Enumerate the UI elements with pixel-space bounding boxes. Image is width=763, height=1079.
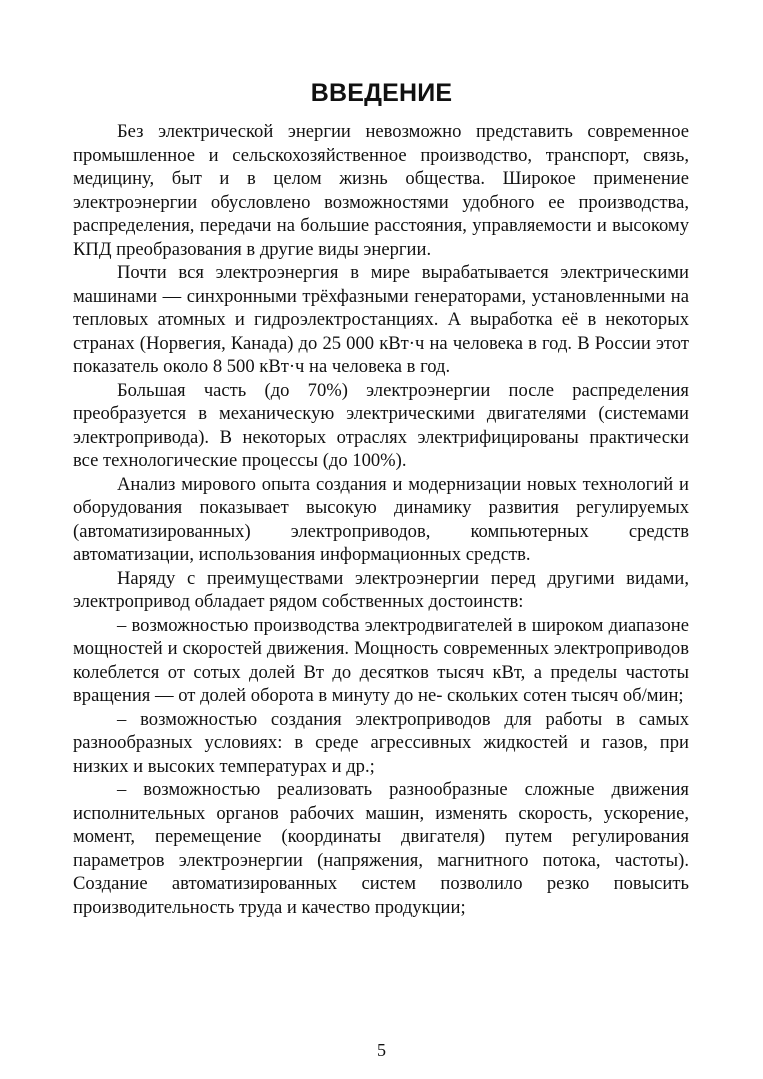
body-text [73, 120, 689, 919]
paragraph-advantages: Наряду с преимуществами электроэнергии перед другими видами, электропривод обладает рядом собственных достоинств: [73, 567, 689, 612]
paragraph-analysis: Анализ мирового опыта создания и модернизации новых технологий и оборудования показывает высокую динамику развития регулируемых (автоматизированных) электроприводов, компьютерных средств автоматизации, использования информационных средств. [73, 473, 689, 565]
paragraph-conversion: Большая часть (до 70%) электроэнергии после распределения преобразуется в механическую электрическими двигателями (системами электропривода). В некоторых отраслях электрифицированы практически все технологические процессы (до 100%). [73, 379, 689, 471]
list-item-conditions: – возможностью создания электроприводов для работы в самых разнообразных условиях: в среде агрессивных жидкостей и газов, при низких и высоких температурах и др.; [73, 708, 689, 777]
list-item-motion-control: – возможностью реализовать разнообразные сложные движения исполнительных органов рабочих машин, изменять скорость, ускорение, момент, перемещение (координаты двигателя) путем регулирования параметров электроэнергии (напряжения, магнитного потока, частоты). Создание автоматизированных систем позволило резко повысить производительность труда и качество продукции; [73, 779, 689, 918]
paragraph-intro: Без электрической энергии невозможно представить современное промышленное и сельскохозяйственное производство, транспорт, связь, медицину, быт и в целом жизнь общества. Широкое применение электроэнергии обусловлено возможностями удобного ее производства, распределения, передачи на большие расстояния, управляемости и высокому КПД преобразования в другие виды энергии. [73, 121, 689, 260]
page-number: 5 [377, 1040, 386, 1060]
paragraph-generation: Почти вся электроэнергия в мире вырабатывается электрическими машинами — синхронными трёхфазными генераторами, установленными на тепловых атомных и гидроэлектростанциях. А выработка её в некоторых странах (Норвегия, Канада) до 25 000 кВт·ч на человека в год. В России этот показатель около 8 500 кВт·ч на человека в год. [73, 262, 689, 377]
list-item-power-range: – возможностью производства электродвигателей в широком диапазоне мощностей и скоростей движения. Мощность современных электроприводов колеблется от сотых долей Вт до десятков тысяч кВт, а пределы частоты вращения — от долей оборота в минуту до не- скольких сотен тысяч об/мин; [73, 614, 689, 706]
page-title: ВВЕДЕНИЕ [310, 79, 453, 107]
